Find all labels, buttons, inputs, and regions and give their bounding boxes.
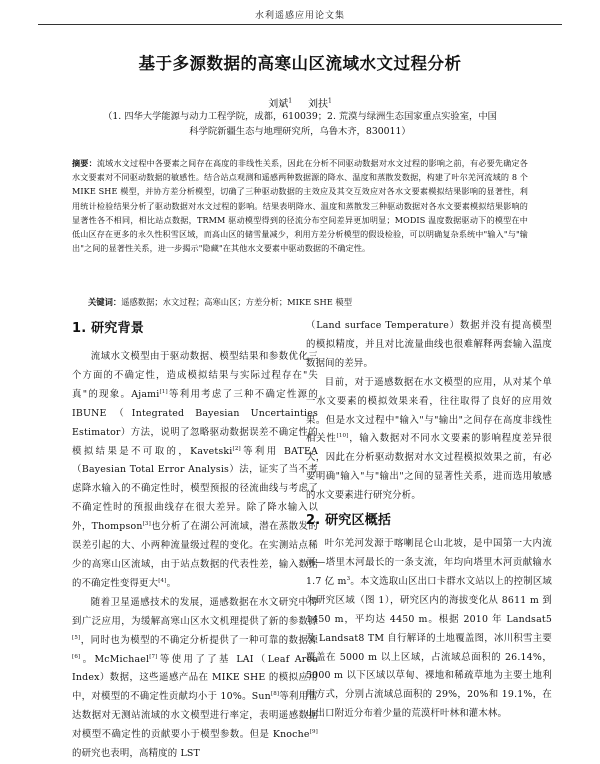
superscript: 3: [346, 575, 351, 582]
citation: [7]: [149, 653, 158, 660]
running-header: 水利遥感应用论文集: [254, 11, 345, 21]
citation: [6]: [72, 653, 81, 660]
citation: [4]: [158, 577, 167, 584]
right-column: [306, 317, 552, 724]
citation: [2]: [232, 445, 241, 452]
author-line: [40, 95, 560, 110]
abstract: [72, 156, 528, 255]
paragraph: （Land surface Temperature）数据并没有提高模型的模拟精度，并且对比流量曲线也很难解释两套输入温度数据间的差异。: [306, 320, 552, 369]
citation: [9]: [309, 729, 318, 735]
abstract-label: 摘要：: [72, 158, 97, 168]
header-rule: [38, 24, 562, 25]
paper-title: 基于多源数据的高寒山区流域水文过程分析: [138, 54, 462, 73]
citation: [3]: [142, 521, 151, 528]
keywords-label: 关键词：: [88, 297, 122, 307]
paragraph: 流域水文模型由于驱动数据、模型结果和参数优化三个方面的不确定性，造成模拟结果与实际过程存在"失真"的现象。Ajami[1]等利用考虑了三种不确定性源的 IBUNE（Integrated Bayesian Uncertainties Estimator）方法，说明了忽略驱动数据误差不确定性的模拟结果是不可取的，Kavetski[2]等利用 BATEA（Bayesian Total Error Analysis）法，证实了当不考虑降水输入的不确定性时，模型预报的径流曲线与考虑了不确定性时的预报曲线存在很大差异。除了降水输入以外，Thompson[3]也分析了在湖公河流域，潜在蒸散发的误差引起的大、小两种流量级过程的变化。在实测站点稀少的高寒山区流域，由于站点数据的代表性差，输入数据的不确定性变得更大[4]。: [72, 351, 319, 589]
left-column: [72, 318, 318, 764]
affiliation-line: （1. 四华大学能源与动力工程学院，成都，610039；2. 荒漠与绿洲生态国家重点实验室，中国: [103, 111, 497, 122]
affiliation: [70, 109, 530, 139]
citation: [10]: [336, 433, 349, 440]
paragraph: 叶尔羌河发源于喀喇昆仑山北坡，是中国第一大内流河—塔里木河最长的一条支流，年均向塔里木河贡献输水 1.7 亿 $m^3$。本文选取山区出口卡群水文站以上的控制区域为研究区域（图 1），研究区内的海拔变化从 8611 m 到 1450 m，平均达 4450 m。根据 2010 年 Landsat5 及 Landsat8 TM 自行解译的土地覆盖图，冰川积雪主要覆盖在 5000 m 以上区域，占流域总面积的 26.14%，5000 m 以下区域以草甸、裸地和稀疏草地为主要土地利用方式，分别占流域总面积的 29%，20%和 19.1%，在山出口附近分布着少量的荒漠杆叶林和灌木林。: [306, 538, 552, 720]
paragraph: 随着卫星遥感技术的发展，遥感数据在水文研究中得到广泛应用，为缓解高寒山区水文机理提供了新的参数源[5]，同时也为模型的不确定分析提供了一种可靠的数据源[6]。McMichael[7]等使用了了基 LAI（Leaf Area Index）数据，这些遥感产品在 MIKE SHE 的模拟应用中，对模型的不确定性贡献均小于 10%。Sun[8]等利用雷达数据对无测站流域的水文模型进行率定，表明遥感数据对模型不确定性的贡献要小于模型参数。但是 Knoche[9]的研究也表明，高精度的 LST: [72, 596, 318, 760]
author-name: 刘扶: [307, 99, 328, 110]
citation: [5]: [72, 634, 81, 641]
section-heading: 1. 研究背景: [72, 321, 144, 336]
keywords-text: 遥感数据；水文过程；高寒山区；方差分析；MIKE SHE 模型: [121, 297, 353, 307]
author-name: 刘斌: [268, 99, 289, 110]
abstract-text: 流域水文过程中各要素之间存在高度的非线性关系，因此在分析不同驱动数据对水文过程的影响之前，有必要先确定各水文要素对不同驱动数据的敏感性。结合站点观测和遥感两种数据源的降水、温度和蒸散发数据，构建了叶尔羌河流域的 8 个 MIKE SHE 模型，并协方差分析模型，切确了三种驱动数据的主效应及其交互效应对各水文要素模拟结果影响的显著性，利用统计检验结果分析了驱动数据对水文过程的影响。结果表明降水、温度和蒸散发三种驱动数据对各水文要素模拟结果影响的显著性各不相同，相比站点数据，TRMM 驱动模型得到的径流分布空间差异更加明显；MODIS 温度数据驱动下的模型在中低山区存在更多的永久性积雪区域，而高山区的储雪量减少，利用方差分析模型的假设检验，可以明确复杂系统中"输入"与"输出"之间的显著性关系，进一步揭示"隐藏"在其他水文要素中驱动数据的不确定性。: [72, 158, 528, 254]
author-affil-mark: 1: [327, 97, 332, 105]
keywords: [88, 296, 528, 308]
paragraph: 目前，对于遥感数据在水文模型的应用，从对某个单一水文要素的模拟效果来看，往往取得了良好的应用效果。但是水文过程中"输入"与"输出"之间存在高度非线性相关性[10]，输入数据对不同水文要素的影响程度差异很大，因此在分析驱动数据对水文过程模拟效果之前，有必要明确"输入"与"输出"之间的显著性关系，进而选用敏感的水文要素进行研究分析。: [306, 376, 552, 502]
section-heading: 2. 研究区概括: [306, 513, 392, 529]
affiliation-line: 科学院新疆生态与地理研究所，乌鲁木齐，830011）: [189, 126, 411, 137]
citation: [1]: [159, 388, 168, 395]
author-affil-mark: 1: [288, 97, 293, 105]
citation: [8]: [270, 691, 280, 698]
